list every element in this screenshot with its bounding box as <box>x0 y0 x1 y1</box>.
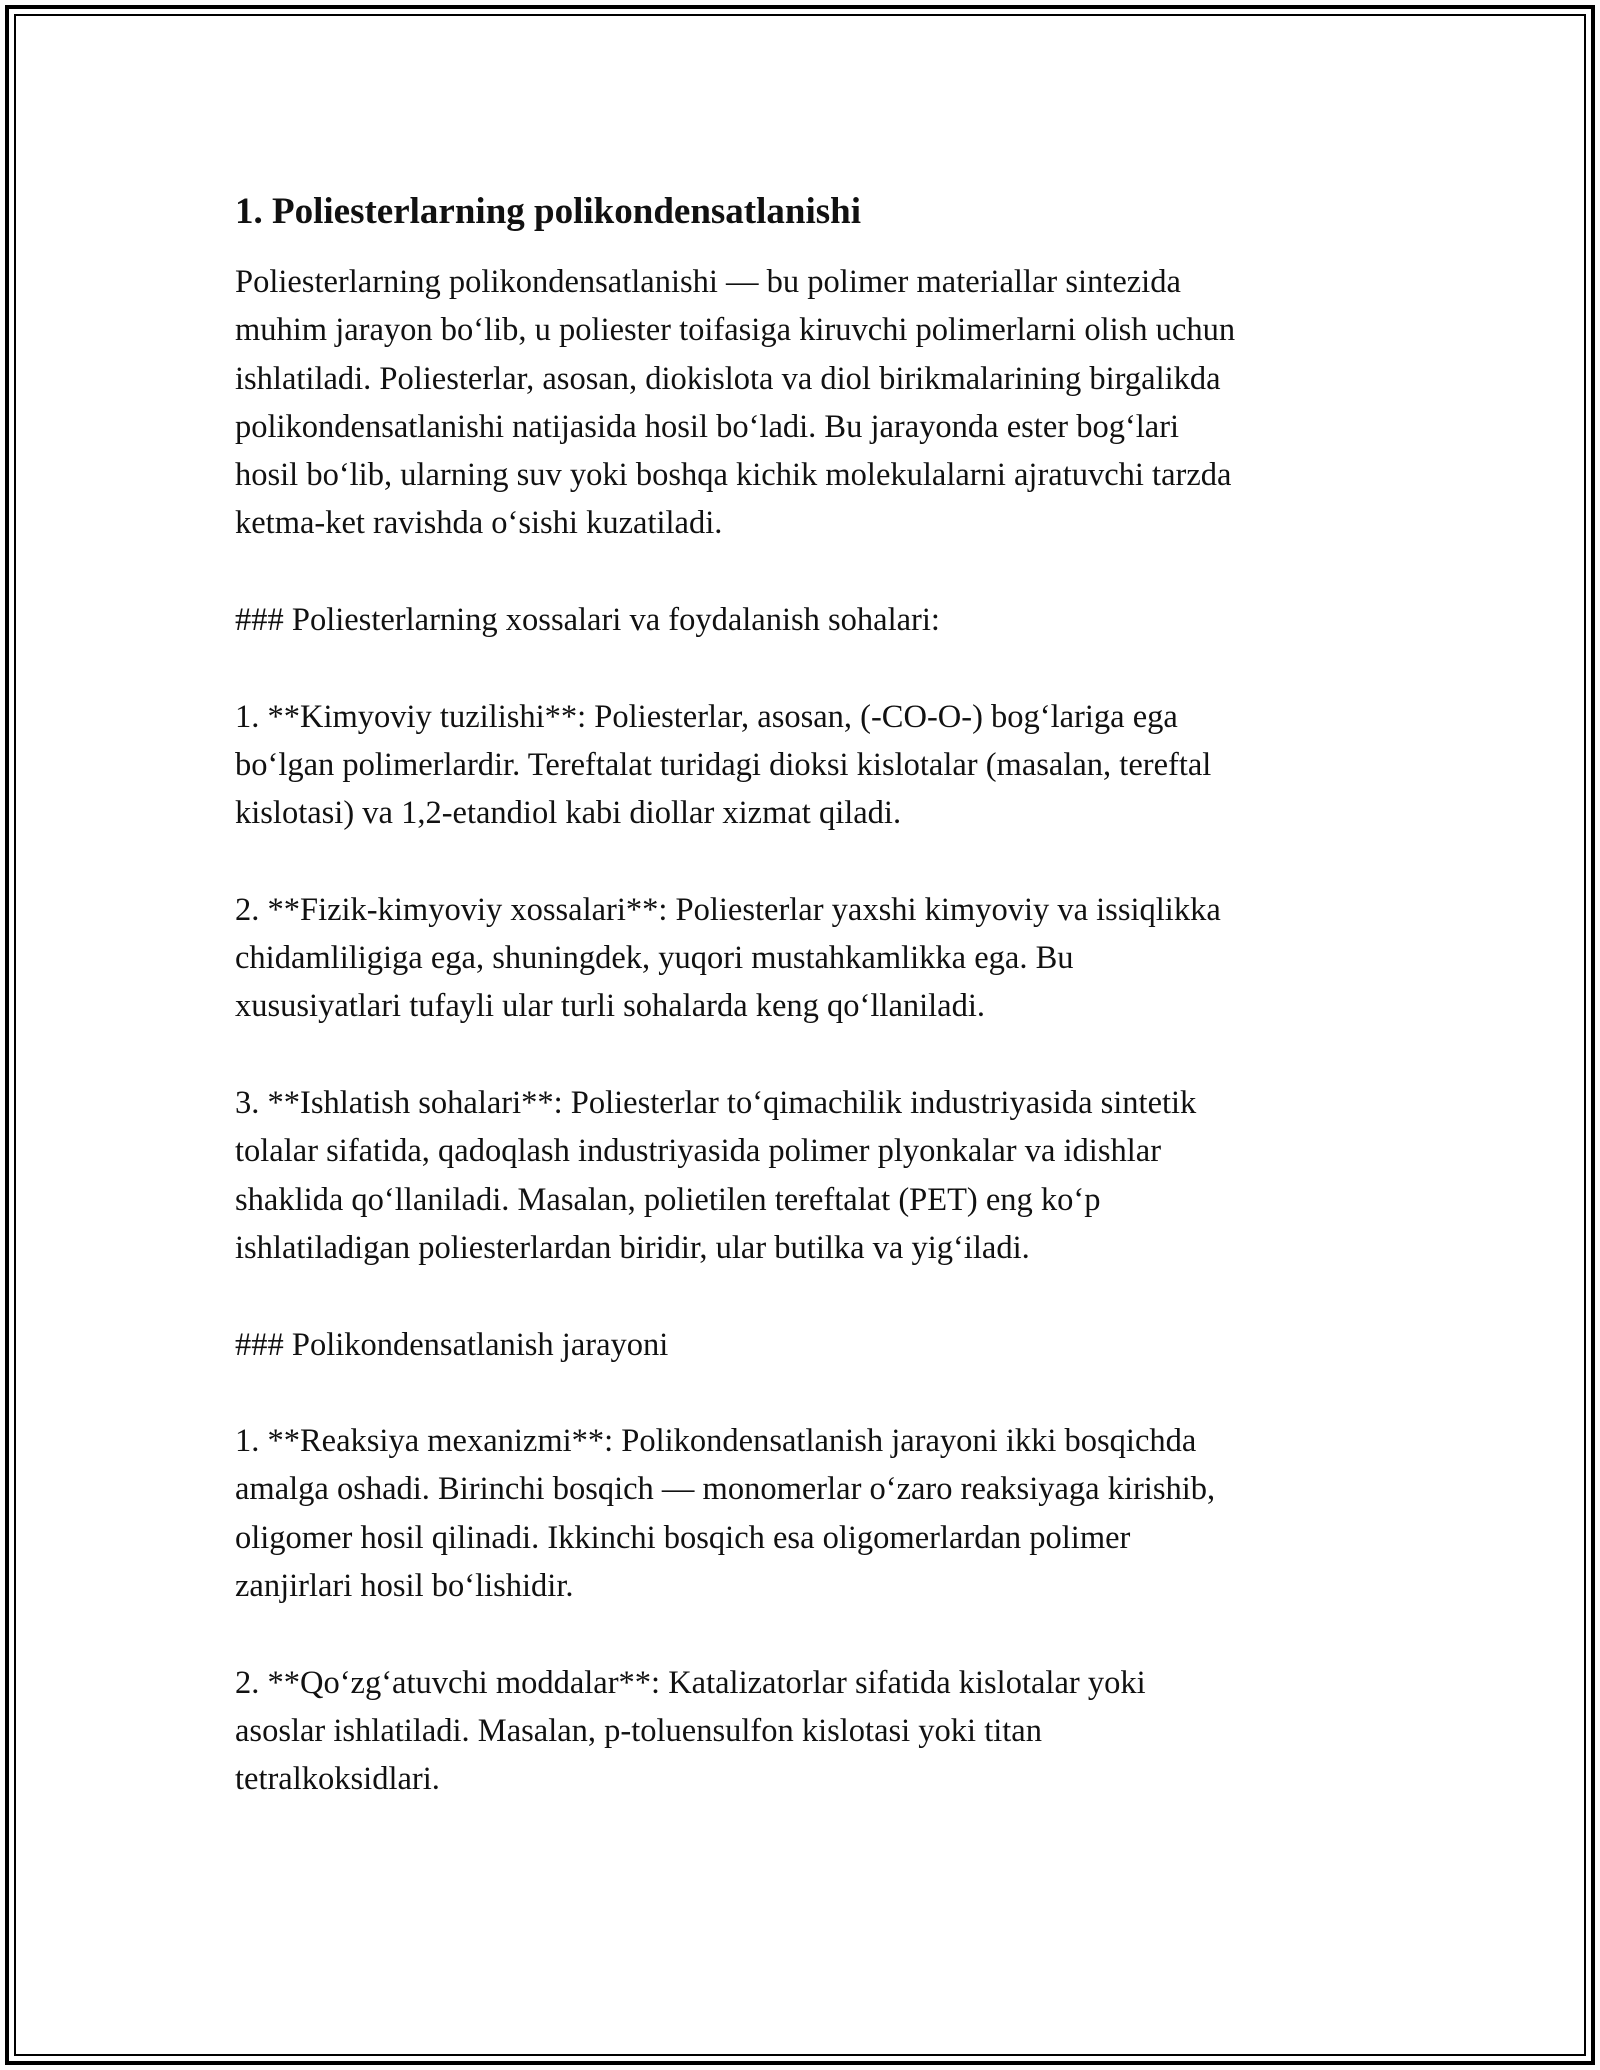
paragraph-line: kislotasi) va 1,2-etandiol kabi diollar xizmat qiladi. <box>235 795 902 832</box>
paragraph <box>235 886 1385 1031</box>
document-title: 1. Poliesterlarning polikondensatlanishi <box>235 191 862 232</box>
paragraph-line: chidamliligiga ega, shuningdek, yuqori mustahkamlikka ega. Bu <box>235 940 1074 977</box>
paragraph <box>235 1079 1385 1272</box>
paragraph-line: ### Polikondensatlanish jarayoni <box>235 1326 669 1363</box>
paragraph-line: asoslar ishlatiladi. Masalan, p-toluensulfon kislotasi yoki titan <box>235 1712 1042 1749</box>
paragraph-list <box>235 258 1385 1804</box>
paragraph <box>235 693 1385 838</box>
paragraph-line: 2. **Qo‘zg‘atuvchi moddalar**: Katalizatorlar sifatida kislotalar yoki <box>235 1664 1146 1701</box>
paragraph-line: ### Poliesterlarning xossalari va foydalanish sohalari: <box>235 602 940 639</box>
paragraph-line: 2. **Fizik-kimyoviy xossalari**: Poliesterlar yaxshi kimyoviy va issiqlikka <box>235 891 1221 928</box>
paragraph-line: xususiyatlari tufayli ular turli sohalarda keng qo‘llaniladi. <box>235 988 986 1025</box>
paragraph-line: ishlatiladi. Poliesterlar, asosan, diokislota va diol birikmalarining birgalikda <box>235 360 1221 397</box>
paragraph-line: 1. **Kimyoviy tuzilishi**: Poliesterlar, asosan, (-CO-O-) bog‘lariga ega <box>235 698 1178 735</box>
paragraph-line: amalga oshadi. Birinchi bosqich — monomerlar o‘zaro reaksiyaga kirishib, <box>235 1471 1216 1508</box>
paragraph-line: zanjirlari hosil bo‘lishidir. <box>235 1568 574 1605</box>
paragraph <box>235 1659 1385 1804</box>
paragraph <box>235 258 1385 548</box>
paragraph-line: ketma-ket ravishda o‘sishi kuzatiladi. <box>235 505 723 542</box>
paragraph-line: shaklida qo‘llaniladi. Masalan, polietilen tereftalat (PET) eng ko‘p <box>235 1181 1101 1218</box>
paragraph <box>235 1321 1385 1369</box>
paragraph-line: polikondensatlanishi natijasida hosil bo‘ladi. Bu jarayonda ester bog‘lari <box>235 408 1180 445</box>
paragraph-line: ishlatiladigan poliesterlardan biridir, ular butilka va yig‘iladi. <box>235 1229 1030 1266</box>
paragraph-line: tolalar sifatida, qadoqlash industriyasida polimer plyonkalar va idishlar <box>235 1133 1162 1170</box>
document-body <box>235 188 1385 1804</box>
paragraph-line: oligomer hosil qilinadi. Ikkinchi bosqich esa oligomerlardan polimer <box>235 1519 1131 1556</box>
paragraph-line: hosil bo‘lib, ularning suv yoki boshqa kichik molekulalarni ajratuvchi tarzda <box>235 457 1232 494</box>
paragraph-line: Poliesterlarning polikondensatlanishi — bu polimer materiallar sintezida <box>235 264 1181 300</box>
paragraph-line: tetralkoksidlari. <box>235 1761 440 1798</box>
paragraph-line: 3. **Ishlatish sohalari**: Poliesterlar to‘qimachilik industriyasida sintetik <box>235 1085 1197 1122</box>
paragraph-line: muhim jarayon bo‘lib, u poliester toifasiga kiruvchi polimerlarni olish uchun <box>235 312 1236 349</box>
paragraph <box>235 596 1385 644</box>
paragraph-line: 1. **Reaksiya mexanizmi**: Polikondensatlanish jarayoni ikki bosqichda <box>235 1423 1197 1460</box>
paragraph <box>235 1417 1385 1610</box>
paragraph-line: bo‘lgan polimerlardir. Tereftalat turidagi dioksi kislotalar (masalan, tereftal <box>235 746 1212 783</box>
